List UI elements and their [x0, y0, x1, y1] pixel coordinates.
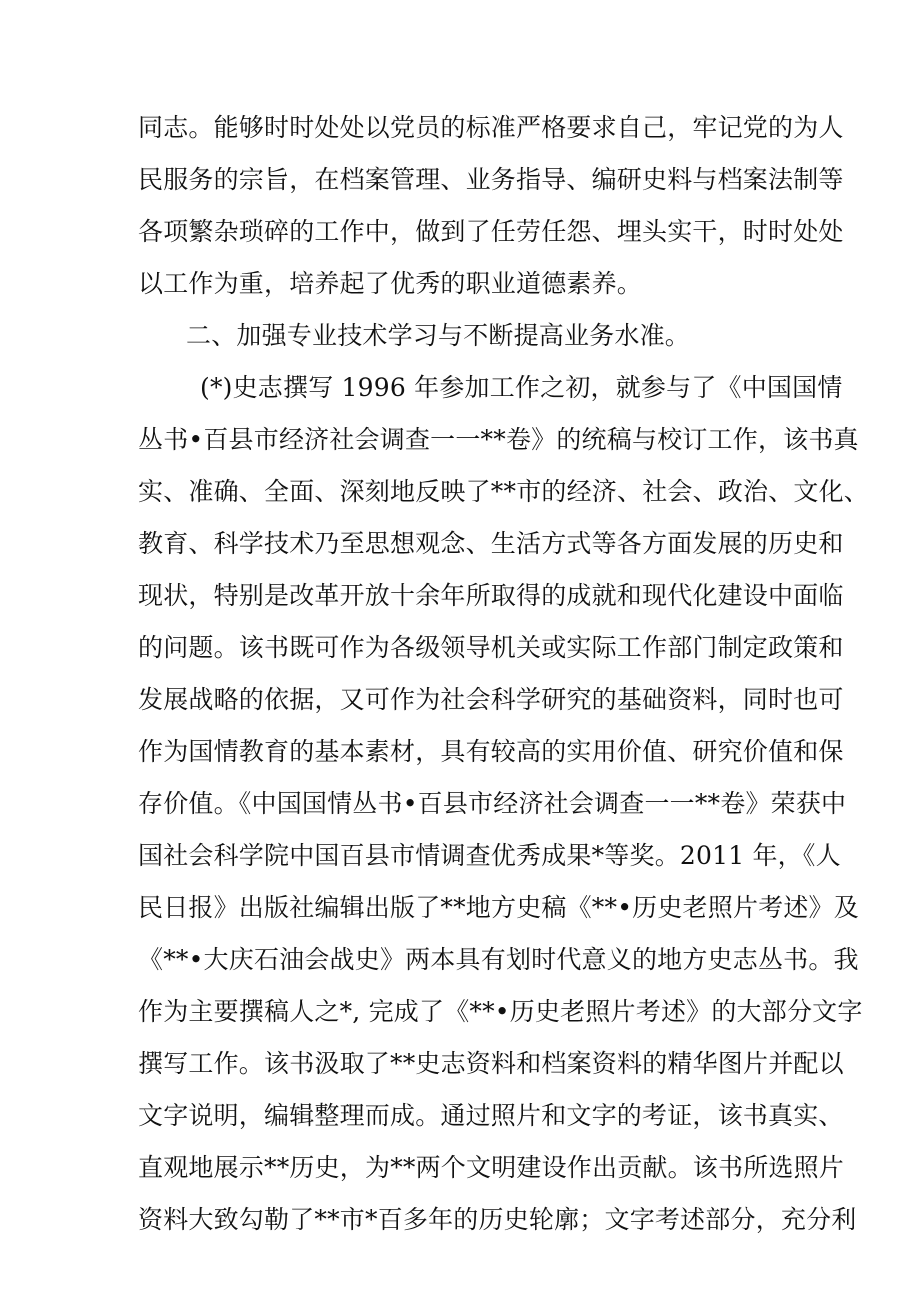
text-line: 各项繁杂琐碎的工作中，做到了任劳任怨、埋头实干，时时处处	[138, 217, 844, 246]
text-line: 发展战略的依据，又可作为社会科学研究的基础资料，同时也可	[138, 685, 844, 714]
text-line: 撰写工作。该书汲取了**史志资料和档案资料的精华图片并配以	[138, 1049, 844, 1078]
text-line: 文字说明，编辑整理而成。通过照片和文字的考证，该书真实、	[138, 1101, 844, 1130]
text-line: 实、准确、全面、深刻地反映了**市的经济、社会、政治、文化、	[138, 477, 870, 506]
text-line: 丛书•百县市经济社会调查一一**卷》的统稿与校订工作，该书真	[138, 425, 859, 454]
section-heading: 二、加强专业技术学习与不断提高业务水准。	[186, 321, 691, 350]
text-line: 教育、科学技术乃至思想观念、生活方式等各方面发展的历史和	[138, 529, 844, 558]
text-line: 作为主要撰稿人之*, 完成了《**•历史老照片考述》的大部分文字	[138, 997, 863, 1026]
text-line: 民服务的宗旨，在档案管理、业务指导、编研史料与档案法制等	[138, 165, 844, 194]
text-line: 以工作为重，培养起了优秀的职业道德素养。	[138, 269, 643, 298]
text-line: 《**•大庆石油会战史》两本具有划时代意义的地方史志丛书。我	[138, 945, 859, 974]
text-line: 同志。能够时时处处以党员的标准严格要求自己，牢记党的为人	[138, 113, 844, 142]
text-line: 直观地展示**历史，为**两个文明建设作出贡献。该书所选照片	[138, 1153, 845, 1182]
text-line: 资料大致勾勒了**市*百多年的历史轮廓；文字考述部分，充分利	[138, 1205, 857, 1234]
text-line: 民日报》出版社编辑出版了**地方史稿《**•历史老照片考述》及	[138, 893, 859, 922]
text-line: 作为国情教育的基本素材，具有较高的实用价值、研究价值和保	[138, 737, 844, 766]
text-line: 现状，特别是改革开放十余年所取得的成就和现代化建设中面临	[138, 581, 844, 610]
text-line: 国社会科学院中国百县市情调查优秀成果*等奖。2011 年，《人	[138, 841, 841, 870]
text-line: 的问题。该书既可作为各级领导机关或实际工作部门制定政策和	[138, 633, 844, 662]
text-line: 存价值。《中国国情丛书•百县市经济社会调查一一**卷》荣获中	[138, 789, 847, 818]
subsection-start: (*)史志撰写 1996 年参加工作之初，就参与了《中国国情	[200, 373, 843, 402]
